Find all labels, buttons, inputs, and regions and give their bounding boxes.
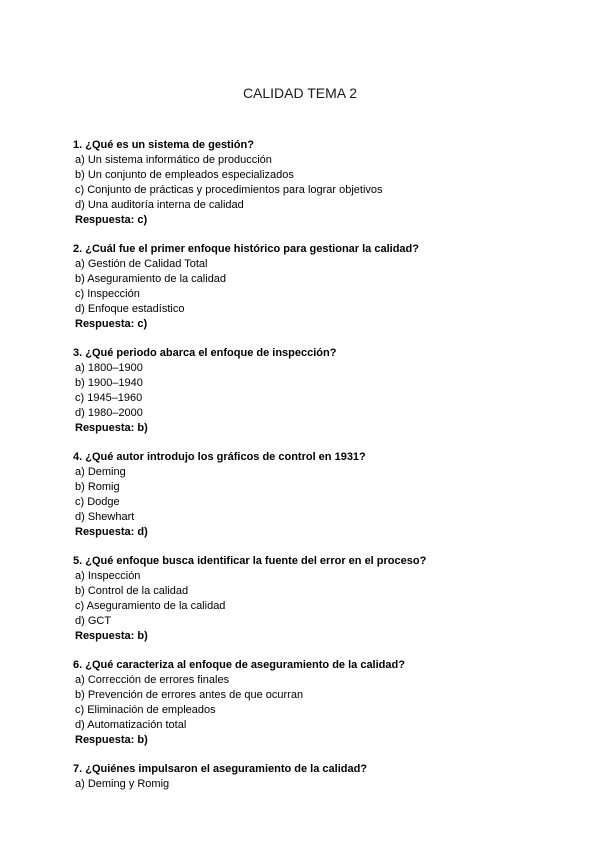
option-d: d) Shewhart — [75, 511, 135, 523]
answer: Respuesta: b) — [75, 630, 148, 642]
option-a: a) Inspección — [75, 570, 141, 582]
question-1 — [73, 137, 573, 228]
question-text: 4. ¿Qué autor introdujo los gráficos de control en 1931? — [73, 451, 366, 463]
question-text: 6. ¿Qué caracteriza al enfoque de aseguramiento de la calidad? — [73, 659, 405, 671]
question-4 — [73, 449, 573, 540]
option-c: c) 1945–1960 — [75, 392, 143, 404]
question-7 — [73, 761, 573, 792]
question-text: 2. ¿Cuál fue el primer enfoque histórico para gestionar la calidad? — [73, 243, 419, 255]
option-b: b) Un conjunto de empleados especializados — [75, 169, 294, 181]
question-6 — [73, 657, 573, 748]
answer: Respuesta: d) — [75, 526, 148, 538]
option-a: a) Un sistema informático de producción — [75, 154, 272, 166]
option-a: a) Gestión de Calidad Total — [75, 258, 208, 270]
question-text: 1. ¿Qué es un sistema de gestión? — [73, 139, 254, 151]
option-d: d) Enfoque estadístico — [75, 303, 185, 315]
option-a: a) Deming — [75, 466, 126, 478]
option-c: c) Dodge — [75, 496, 120, 508]
option-b: b) Aseguramiento de la calidad — [75, 273, 227, 285]
option-d: d) Automatización total — [75, 719, 187, 731]
option-a: a) Corrección de errores finales — [75, 674, 230, 686]
option-b: b) Romig — [75, 481, 120, 493]
option-a: a) Deming y Romig — [75, 778, 170, 790]
question-2 — [73, 241, 573, 332]
option-d: d) Una auditoría interna de calidad — [75, 199, 244, 211]
page-title: CALIDAD TEMA 2 — [242, 85, 358, 101]
option-b: b) 1900–1940 — [75, 377, 143, 389]
question-text: 3. ¿Qué periodo abarca el enfoque de inspección? — [73, 347, 337, 359]
question-5 — [73, 553, 573, 644]
question-text: 7. ¿Quiénes impulsaron el aseguramiento de la calidad? — [73, 763, 368, 775]
option-d: d) 1980–2000 — [75, 407, 143, 419]
question-text: 5. ¿Qué enfoque busca identificar la fuente del error en el proceso? — [73, 555, 427, 567]
option-c: c) Inspección — [75, 288, 140, 300]
option-b: b) Prevención de errores antes de que ocurran — [75, 689, 304, 701]
option-c: c) Conjunto de prácticas y procedimientos para lograr objetivos — [75, 184, 383, 196]
answer: Respuesta: c) — [75, 318, 148, 330]
answer: Respuesta: c) — [75, 214, 148, 226]
option-a: a) 1800–1900 — [75, 362, 143, 374]
question-list — [73, 137, 573, 805]
answer: Respuesta: b) — [75, 422, 148, 434]
answer: Respuesta: b) — [75, 734, 148, 746]
option-b: b) Control de la calidad — [75, 585, 189, 597]
question-3 — [73, 345, 573, 436]
option-c: c) Eliminación de empleados — [75, 704, 216, 716]
option-d: d) GCT — [75, 615, 112, 627]
option-c: c) Aseguramiento de la calidad — [75, 600, 226, 612]
